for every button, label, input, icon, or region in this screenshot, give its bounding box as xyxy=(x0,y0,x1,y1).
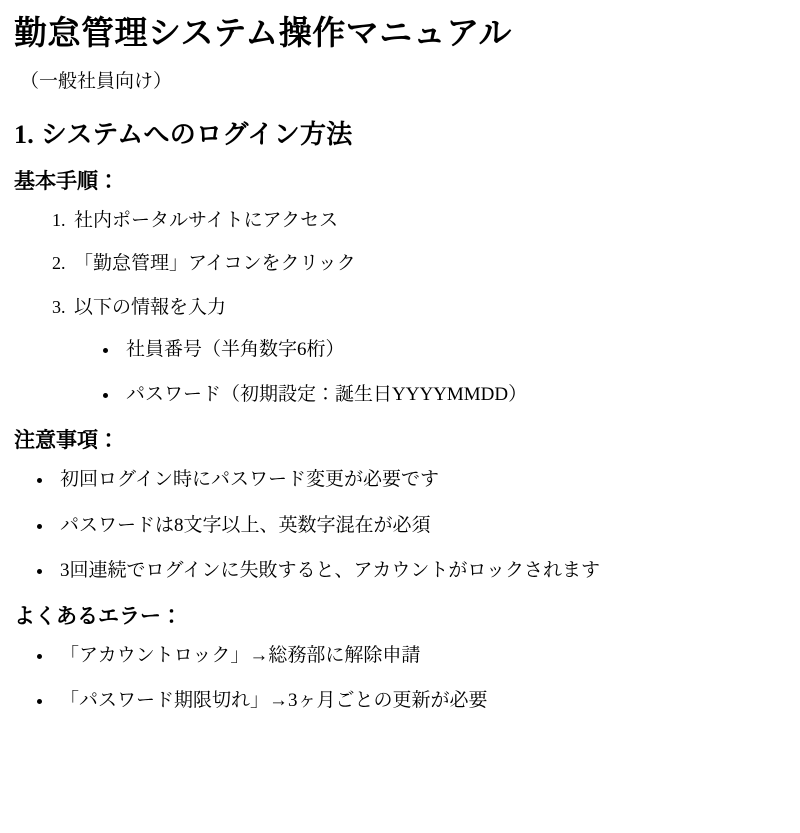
step-text: 社内ポータルサイトにアクセス xyxy=(74,209,339,231)
list-item xyxy=(70,207,786,235)
list-item: • 3回連続でログインに失敗すると、アカウントがロックされます xyxy=(54,557,786,585)
section-heading-login: 1. システムへのログイン方法 xyxy=(14,119,353,149)
step-text: 「勤怠管理」アイコンをクリック xyxy=(74,253,356,275)
step-text: 以下の情報を入力 xyxy=(74,297,227,319)
step-sub-list xyxy=(74,336,786,409)
list-item: • 初回ログイン時にパスワード変更が必要です xyxy=(54,466,786,494)
basic-steps-list xyxy=(14,207,786,409)
notes-list xyxy=(14,466,786,585)
basic-steps-label: 基本手順： xyxy=(14,168,119,193)
list-item: • パスワード（初期設定：誕生日YYYYMMDD） xyxy=(120,381,786,409)
errors-list xyxy=(14,642,786,715)
list-item xyxy=(70,294,786,409)
page-title: 勤怠管理システム操作マニュアル xyxy=(14,16,512,52)
list-item: • 「アカウントロック」→総務部に解除申請 xyxy=(54,642,786,670)
list-item xyxy=(70,250,786,278)
notes-label: 注意事項： xyxy=(14,427,119,452)
list-item: • 「パスワード期限切れ」→3ヶ月ごとの更新が必要 xyxy=(54,687,786,715)
errors-label: よくあるエラー： xyxy=(14,603,182,628)
list-item: • 社員番号（半角数字6桁） xyxy=(120,336,786,364)
list-item: • パスワードは8文字以上、英数字混在が必須 xyxy=(54,512,786,540)
document-subtitle: （一般社員向け） xyxy=(20,71,173,93)
